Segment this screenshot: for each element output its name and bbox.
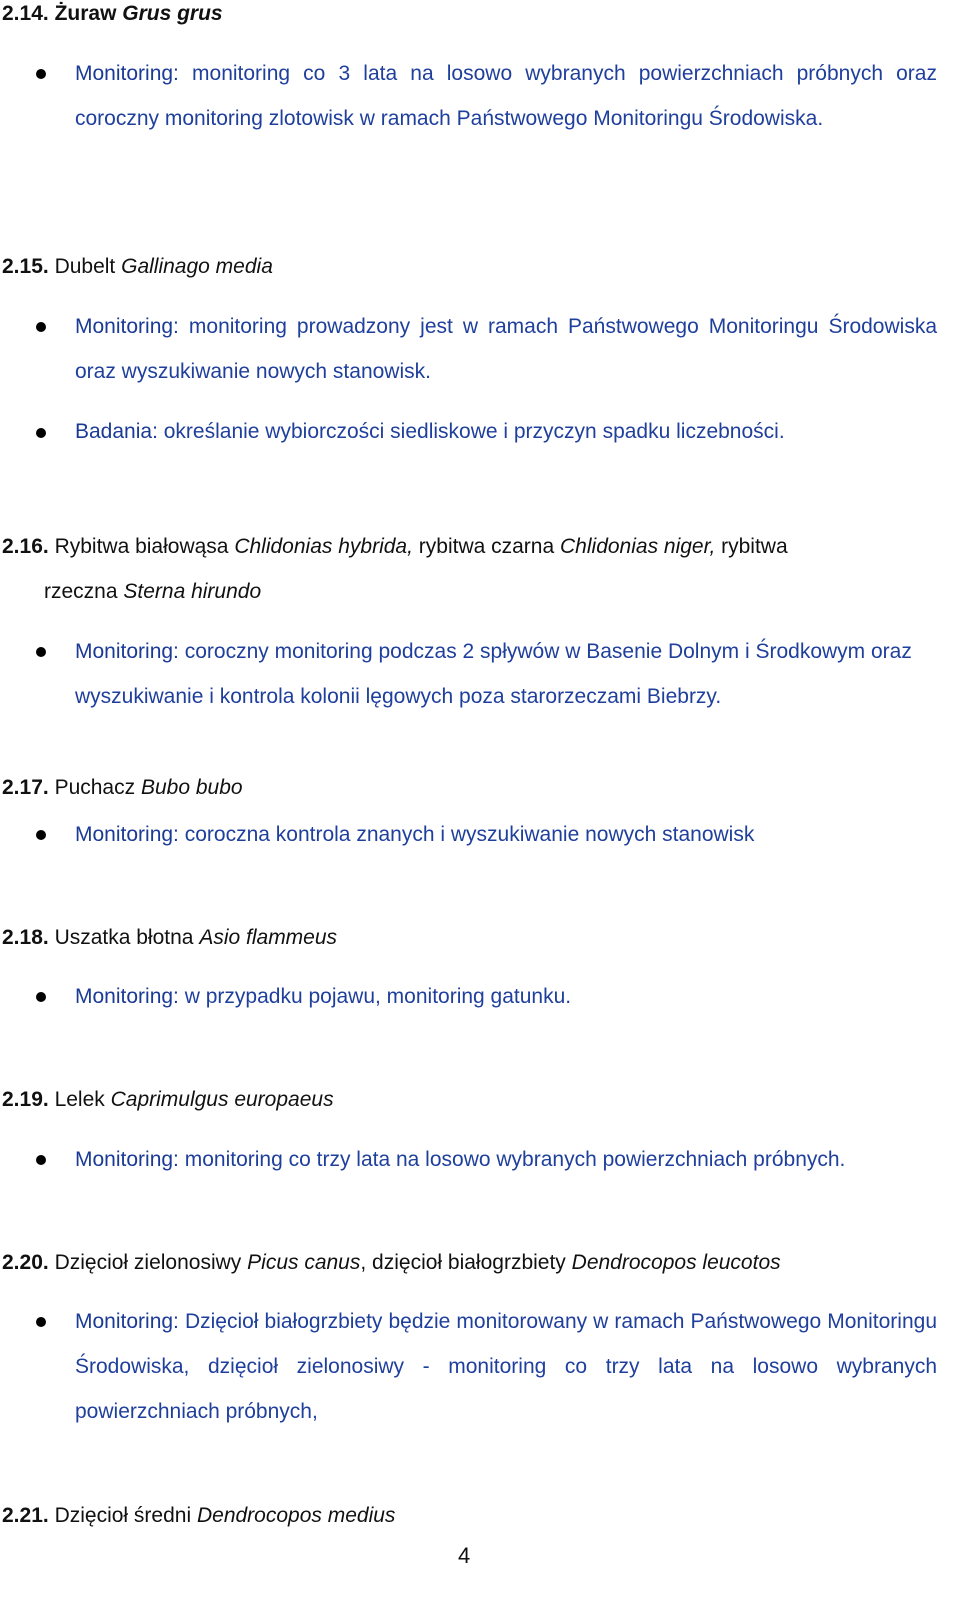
bullet-icon bbox=[36, 992, 46, 1002]
item-2-19-monitoring bbox=[75, 1137, 937, 1182]
species-name: Uszatka błotna bbox=[54, 926, 194, 949]
species-latin: Caprimulgus europaeus bbox=[110, 1088, 334, 1111]
species-latin-2: Dendrocopos leucotos bbox=[571, 1251, 781, 1274]
species-latin: Chlidonias hybrida, bbox=[234, 535, 413, 558]
item-label: Monitoring: bbox=[75, 1310, 179, 1333]
section-heading-2-14 bbox=[2, 2, 223, 26]
item-text: monitoring prowadzony jest w ramach Państwowego Monitoringu Środowiska oraz wyszukiwanie nowych stanowisk. bbox=[75, 315, 937, 383]
species-name: Dubelt bbox=[54, 255, 116, 278]
species-name-2: , dzięcioł białogrzbiety bbox=[360, 1251, 566, 1274]
item-text: określanie wybiorczości siedliskowe i przyczyn spadku liczebności. bbox=[163, 420, 785, 443]
item-text: coroczny monitoring podczas 2 spływów w Basenie Dolnym i Środkowym oraz wyszukiwanie i kontrola kolonii lęgowych poza starorzeczami Biebrzy. bbox=[75, 640, 912, 708]
species-latin: Asio flammeus bbox=[199, 926, 338, 949]
bullet-icon bbox=[36, 830, 46, 840]
bullet-icon bbox=[36, 647, 46, 657]
item-text: monitoring co trzy lata na losowo wybranych powierzchniach próbnych. bbox=[184, 1148, 846, 1171]
section-number: 2.19. bbox=[2, 1088, 49, 1111]
item-label: Monitoring: bbox=[75, 985, 179, 1008]
bullet-icon bbox=[36, 1155, 46, 1165]
species-name-3-cont: rzeczna bbox=[44, 580, 118, 603]
species-latin: Bubo bubo bbox=[140, 776, 243, 799]
bullet-icon bbox=[36, 322, 46, 332]
section-number: 2.20. bbox=[2, 1251, 49, 1274]
item-2-18-monitoring bbox=[75, 974, 937, 1019]
section-heading-2-18 bbox=[2, 926, 337, 950]
section-heading-2-19 bbox=[2, 1088, 334, 1112]
section-number: 2.16. bbox=[2, 535, 49, 558]
item-2-16-monitoring bbox=[75, 629, 945, 719]
item-2-17-monitoring bbox=[75, 812, 937, 857]
item-label: Monitoring: bbox=[75, 62, 179, 85]
section-heading-2-16-cont bbox=[44, 580, 261, 604]
bullet-icon bbox=[36, 1317, 46, 1327]
species-latin: Gallinago media bbox=[121, 255, 273, 278]
item-label: Monitoring: bbox=[75, 640, 179, 663]
species-name: Dzięcioł zielonosiwy bbox=[54, 1251, 242, 1274]
species-latin: Dendrocopos medius bbox=[196, 1504, 396, 1527]
species-latin: Grus grus bbox=[122, 2, 223, 25]
item-label: Monitoring: bbox=[75, 1148, 179, 1171]
section-number: 2.21. bbox=[2, 1504, 49, 1527]
section-heading-2-17 bbox=[2, 776, 243, 800]
item-text: Dzięcioł białogrzbiety będzie monitorowany w ramach Państwowego Monitoringu Środowiska, dzięcioł zielonosiwy - monitoring co trzy lata na losowo wybranych powierzchniach próbnych, bbox=[75, 1310, 937, 1423]
species-name: Żuraw bbox=[54, 2, 117, 25]
page-number: 4 bbox=[458, 1543, 471, 1568]
section-number: 2.14. bbox=[2, 2, 49, 25]
item-text: coroczna kontrola znanych i wyszukiwanie nowych stanowisk bbox=[184, 823, 755, 846]
section-heading-2-16 bbox=[2, 535, 788, 559]
species-name-3: rybitwa bbox=[721, 535, 788, 558]
item-label: Badania: bbox=[75, 420, 158, 443]
section-heading-2-15 bbox=[2, 255, 273, 279]
section-heading-2-20 bbox=[2, 1251, 781, 1275]
species-name: Dzięcioł średni bbox=[54, 1504, 192, 1527]
item-2-15-badania bbox=[75, 409, 937, 454]
section-number: 2.15. bbox=[2, 255, 49, 278]
item-text: w przypadku pojawu, monitoring gatunku. bbox=[184, 985, 572, 1008]
bullet-icon bbox=[36, 428, 46, 438]
species-name: Lelek bbox=[54, 1088, 105, 1111]
section-heading-2-21 bbox=[2, 1504, 395, 1528]
species-latin-3: Sterna hirundo bbox=[123, 580, 262, 603]
item-2-15-monitoring bbox=[75, 304, 937, 394]
species-name-2: rybitwa czarna bbox=[418, 535, 555, 558]
section-number: 2.18. bbox=[2, 926, 49, 949]
species-name: Puchacz bbox=[54, 776, 136, 799]
species-latin-2: Chlidonias niger, bbox=[560, 535, 716, 558]
item-2-20-monitoring bbox=[75, 1299, 937, 1434]
species-latin: Picus canus bbox=[247, 1251, 361, 1274]
item-2-14-monitoring bbox=[75, 51, 937, 141]
item-text: monitoring co 3 lata na losowo wybranych powierzchniach próbnych oraz coroczny monitoring zlotowisk w ramach Państwowego Monitoringu Środowiska. bbox=[75, 62, 937, 130]
species-name: Rybitwa białowąsa bbox=[54, 535, 229, 558]
item-label: Monitoring: bbox=[75, 823, 179, 846]
bullet-icon bbox=[36, 69, 46, 79]
item-label: Monitoring: bbox=[75, 315, 179, 338]
section-number: 2.17. bbox=[2, 776, 49, 799]
